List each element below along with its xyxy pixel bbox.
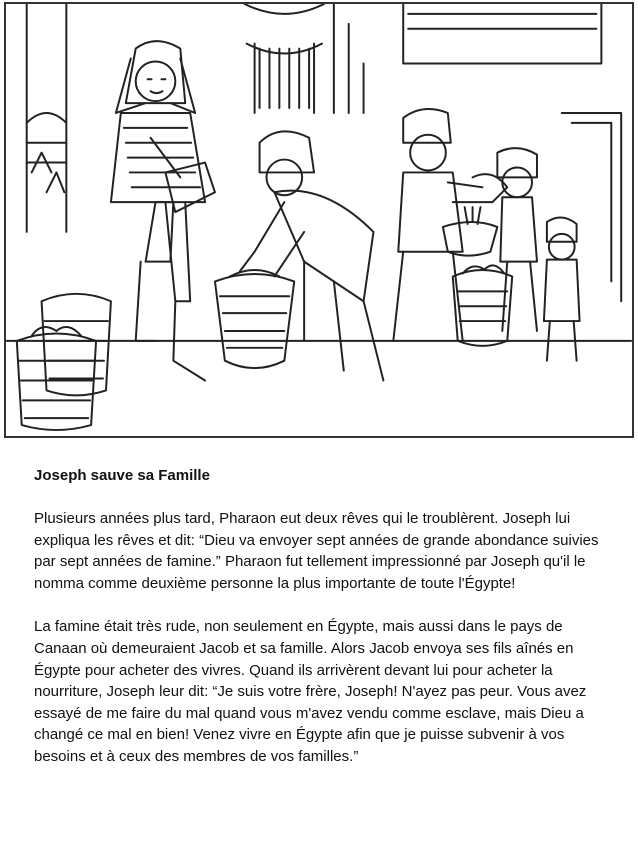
coloring-illustration (4, 2, 634, 438)
scribe-figure (111, 41, 215, 380)
column-left (27, 4, 67, 232)
child-figure-two (544, 217, 580, 360)
story-paragraph-2: La famine était très rude, non seulement en Égypte, mais aussi dans le pays de Canaan où demeuraient Jacob et sa famille. Alors Jacob envoya ses fils aînés en Égypte pour acheter des vivres. Quand ils arrivèrent devant lui pour acheter la nourriture, Joseph leur dit: “Je suis votre frère, Joseph! N'ayez pas peur. Vous avez essayé de me faire du mal quand vous m'avez vendu comme esclave, mais Dieu a changé ce mal en bien! Venez vivre en Égypte afin que je puisse subvenir à vos besoins et à ceux des membres de vos familles.” (34, 618, 587, 765)
basket-small (443, 207, 497, 256)
wall-right (403, 4, 621, 301)
story-paragraph-1: Plusieurs années plus tard, Pharaon eut deux rêves qui le troublèrent. Joseph lui expliqua les rêves et dit: “Dieu va envoyer sept années de grande abondance suivies par sept années de famine.” Pharaon fut tellement impressionné par Joseph qu'il le nomma comme deuxième personne la plus importante de toute l'Égypte! (34, 510, 599, 592)
story-title: Joseph sauve sa Famille (34, 467, 210, 484)
bending-figure (240, 131, 384, 380)
basket-center (215, 270, 294, 368)
story-text (34, 466, 614, 790)
child-figure-one (497, 148, 537, 331)
column-right (245, 4, 364, 113)
